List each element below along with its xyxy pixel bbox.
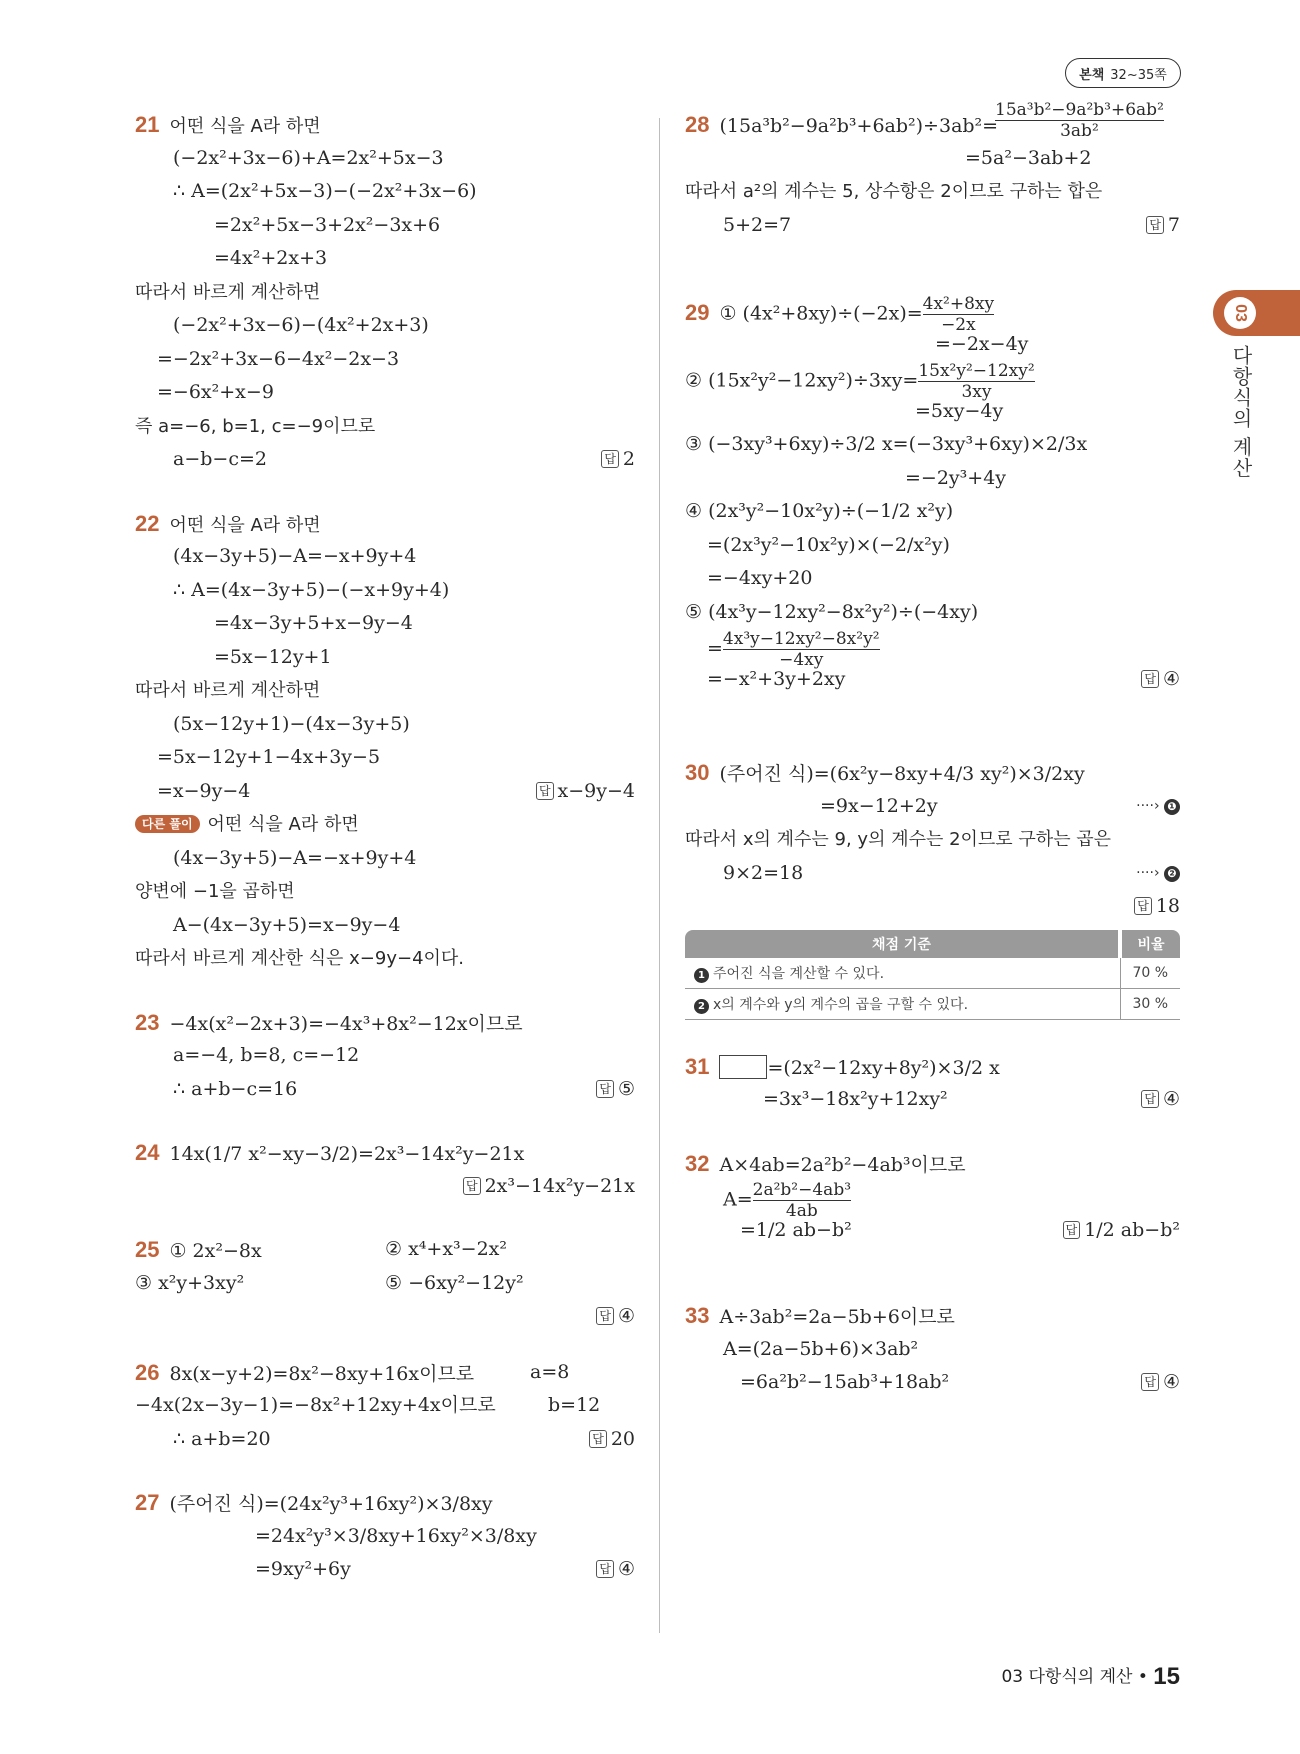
problem-24: 24 14x(1/7 x²−xy−3/2)=2x³−14x²y−21x 답 2x³−14x²y−21x: [135, 1136, 635, 1203]
problem-26: 26 8x(x−y+2)=8x²−8xy+16x이므로 a=8 −4x(2x−3y−1)=−8x²+12xy+4x이므로 b=12 ∴ a+b=20 답 20: [135, 1356, 635, 1457]
table-row: 1 주어진 식을 계산할 수 있다. 70 %: [685, 958, 1180, 989]
page-footer: 03 다항식의 계산 • 15: [1001, 1663, 1180, 1690]
step-mark-1: ····› ❶: [1136, 790, 1180, 824]
page-number: 15: [1153, 1663, 1180, 1690]
grading-criteria-table: [685, 930, 1180, 1020]
answer-31: 답 ④: [1141, 1083, 1180, 1117]
problem-21: 21 어떤 식을 A라 하면 (−2x²+3x−6)+A=2x²+5x−3 ∴ A=(2x²+5x−3)−(−2x²+3x−6) =2x²+5x−3+2x²−3x+6 =4x²+2x+3 따라서 바르게 계산하면 (−2x²+3x−6)−(4x²+2x+3) =−2x²+3x−6−4x²−2x−3 =−6x²+x−9 즉 a=−6, b=1, c=−9이므로 a−b−c=2 답 2: [135, 108, 635, 477]
answer-icon: 답: [596, 1080, 614, 1098]
answer-icon: 답: [1134, 897, 1152, 915]
answer-23: 답 ⑤: [596, 1073, 635, 1107]
answer-22: 답 x−9y−4: [536, 775, 635, 809]
answer-28: 답 7: [1146, 209, 1180, 243]
answer-21: 답 2: [601, 443, 635, 477]
answer-icon: 답: [589, 1430, 607, 1448]
problem-23: 23 −4x(x²−2x+3)=−4x³+8x²−12x이므로 a=−4, b=8, c=−12 ∴ a+b−c=16 답 ⑤: [135, 1006, 635, 1107]
answer-icon: 답: [596, 1560, 614, 1578]
answer-32: 답 1/2 ab−b²: [1063, 1214, 1180, 1248]
answer-icon: 답: [596, 1307, 614, 1325]
answer-30: 답 18: [1134, 890, 1180, 924]
page-range-badge: 본책 32~35쪽: [1065, 58, 1181, 88]
answer-33: 답 ④: [1141, 1366, 1180, 1400]
answer-25: 답 ④: [596, 1300, 635, 1334]
problem-30: 30 (주어진 식)=(6x²y−8xy+4/3 xy²)×3/2xy =9x−12+2y ····› ❶ 따라서 x의 계수는 9, y의 계수는 2이므로 구하는 곱은 9×2=18 ····› ❷ 답 18 채점 기준 비율 1 주어진 식을 계산할 수 있다. 70 % 2 x의 계수와 y의 계수의 곱을 구할 수 있다. 30 %: [685, 756, 1180, 1020]
answer-29: 답 ④: [1141, 663, 1180, 697]
problem-32: 32 A×4ab=2a²b²−4ab³이므로 A= $\frac{\text{2a²b²−4ab³}}{4ab}$ =1/2 ab−b² 답 1/2 ab−b²: [685, 1147, 1180, 1248]
left-column: [135, 108, 635, 1587]
problem-28: 28 (15a³b²−9a²b³+6ab²)÷3ab²= 15a³b²−9a²b³+6ab² 3ab² =5a²−3ab+2 따라서 a²의 계수는 5, 상수항은 2이므로 구하는 합은 5+2=7 답 7: [685, 108, 1180, 242]
problem-25: 25 ① 2x²−8x ② x⁴+x³−2x² ③ x²y+3xy² ⑤ −6xy²−12y² 답 ④: [135, 1233, 635, 1334]
answer-icon: 답: [1141, 1373, 1159, 1391]
problem-27: 27 (주어진 식)=(24x²y³+16xy²)×3/8xy =24x²y³×3/8xy+16xy²×3/8xy =9xy²+6y 답 ④: [135, 1486, 635, 1587]
footer-chapter: 03 다항식의 계산: [1001, 1667, 1133, 1687]
answer-27: 답 ④: [596, 1553, 635, 1587]
answer-icon: 답: [1063, 1221, 1081, 1239]
answer-icon: 답: [463, 1177, 481, 1195]
answer-24: 답 2x³−14x²y−21x: [463, 1170, 635, 1204]
problem-29: 29 ① (4x²+8xy)÷(−2x)= $\frac{\text{4x²+8xy}}{-2x}$ =−2x−4y ② (15x²y²−12xy²)÷3xy= $\frac{\text{15x²y²−12xy²}}{3xy}$ =5xy−4y ③ (−3xy³+6xy)÷3/2 x=(−3xy³+6xy)×2/3x =−2y³+4y ④ (2x³y²−10x²y)÷(−1/2 x²y) =(2x³y²−10x²y)×(−2/x²y) =−4xy+20 ⑤ (4x³y−12xy²−8x²y²)÷(−4xy) = $\frac{\text{4x³y−12xy²−8x²y²}}{-4xy}$ =−x²+3y+2xy 답 ④: [685, 294, 1180, 696]
right-column: [685, 100, 1180, 1400]
blank-box: [719, 1055, 767, 1079]
answer-icon: 답: [536, 782, 554, 800]
alt-solution-tag: 다른 풀이: [135, 815, 200, 833]
answer-icon: 답: [1146, 216, 1164, 234]
chapter-number: 03: [1224, 297, 1256, 329]
table-row: 2 x의 계수와 y의 계수의 곱을 구할 수 있다. 30 %: [685, 988, 1180, 1019]
column-divider: [659, 118, 660, 1633]
step-mark-2: ····› ❷: [1136, 857, 1180, 891]
answer-icon: 답: [1141, 1090, 1159, 1108]
problem-22: 22 어떤 식을 A라 하면 (4x−3y+5)−A=−x+9y+4 ∴ A=(4x−3y+5)−(−x+9y+4) =4x−3y+5+x−9y−4 =5x−12y+1 따라서 바르게 계산하면 (5x−12y+1)−(4x−3y+5) =5x−12y+1−4x+3y−5 =x−9y−4 답 x−9y−4 다른 풀이 어떤 식을 A라 하면 (4x−3y+5)−A=−x+9y+4 양변에 −1을 곱하면 A−(4x−3y+5)=x−9y−4 따라서 바르게 계산한 식은 x−9y−4이다.: [135, 510, 635, 969]
answer-icon: 답: [601, 450, 619, 468]
grading-header-rate: 비율: [1120, 930, 1180, 958]
problem-31: 31 =(2x²−12xy+8y²)×3/2 x =3x³−18x²y+12xy² 답 ④: [685, 1050, 1180, 1117]
grading-header-criteria: 채점 기준: [685, 930, 1120, 958]
chapter-side-label: 다항식의 계산: [1229, 345, 1253, 479]
answer-icon: 답: [1141, 670, 1159, 688]
answer-26: 답 20: [589, 1423, 635, 1457]
problem-33: 33 A÷3ab²=2a−5b+6이므로 A=(2a−5b+6)×3ab² =6a²b²−15ab³+18ab² 답 ④: [685, 1299, 1180, 1400]
